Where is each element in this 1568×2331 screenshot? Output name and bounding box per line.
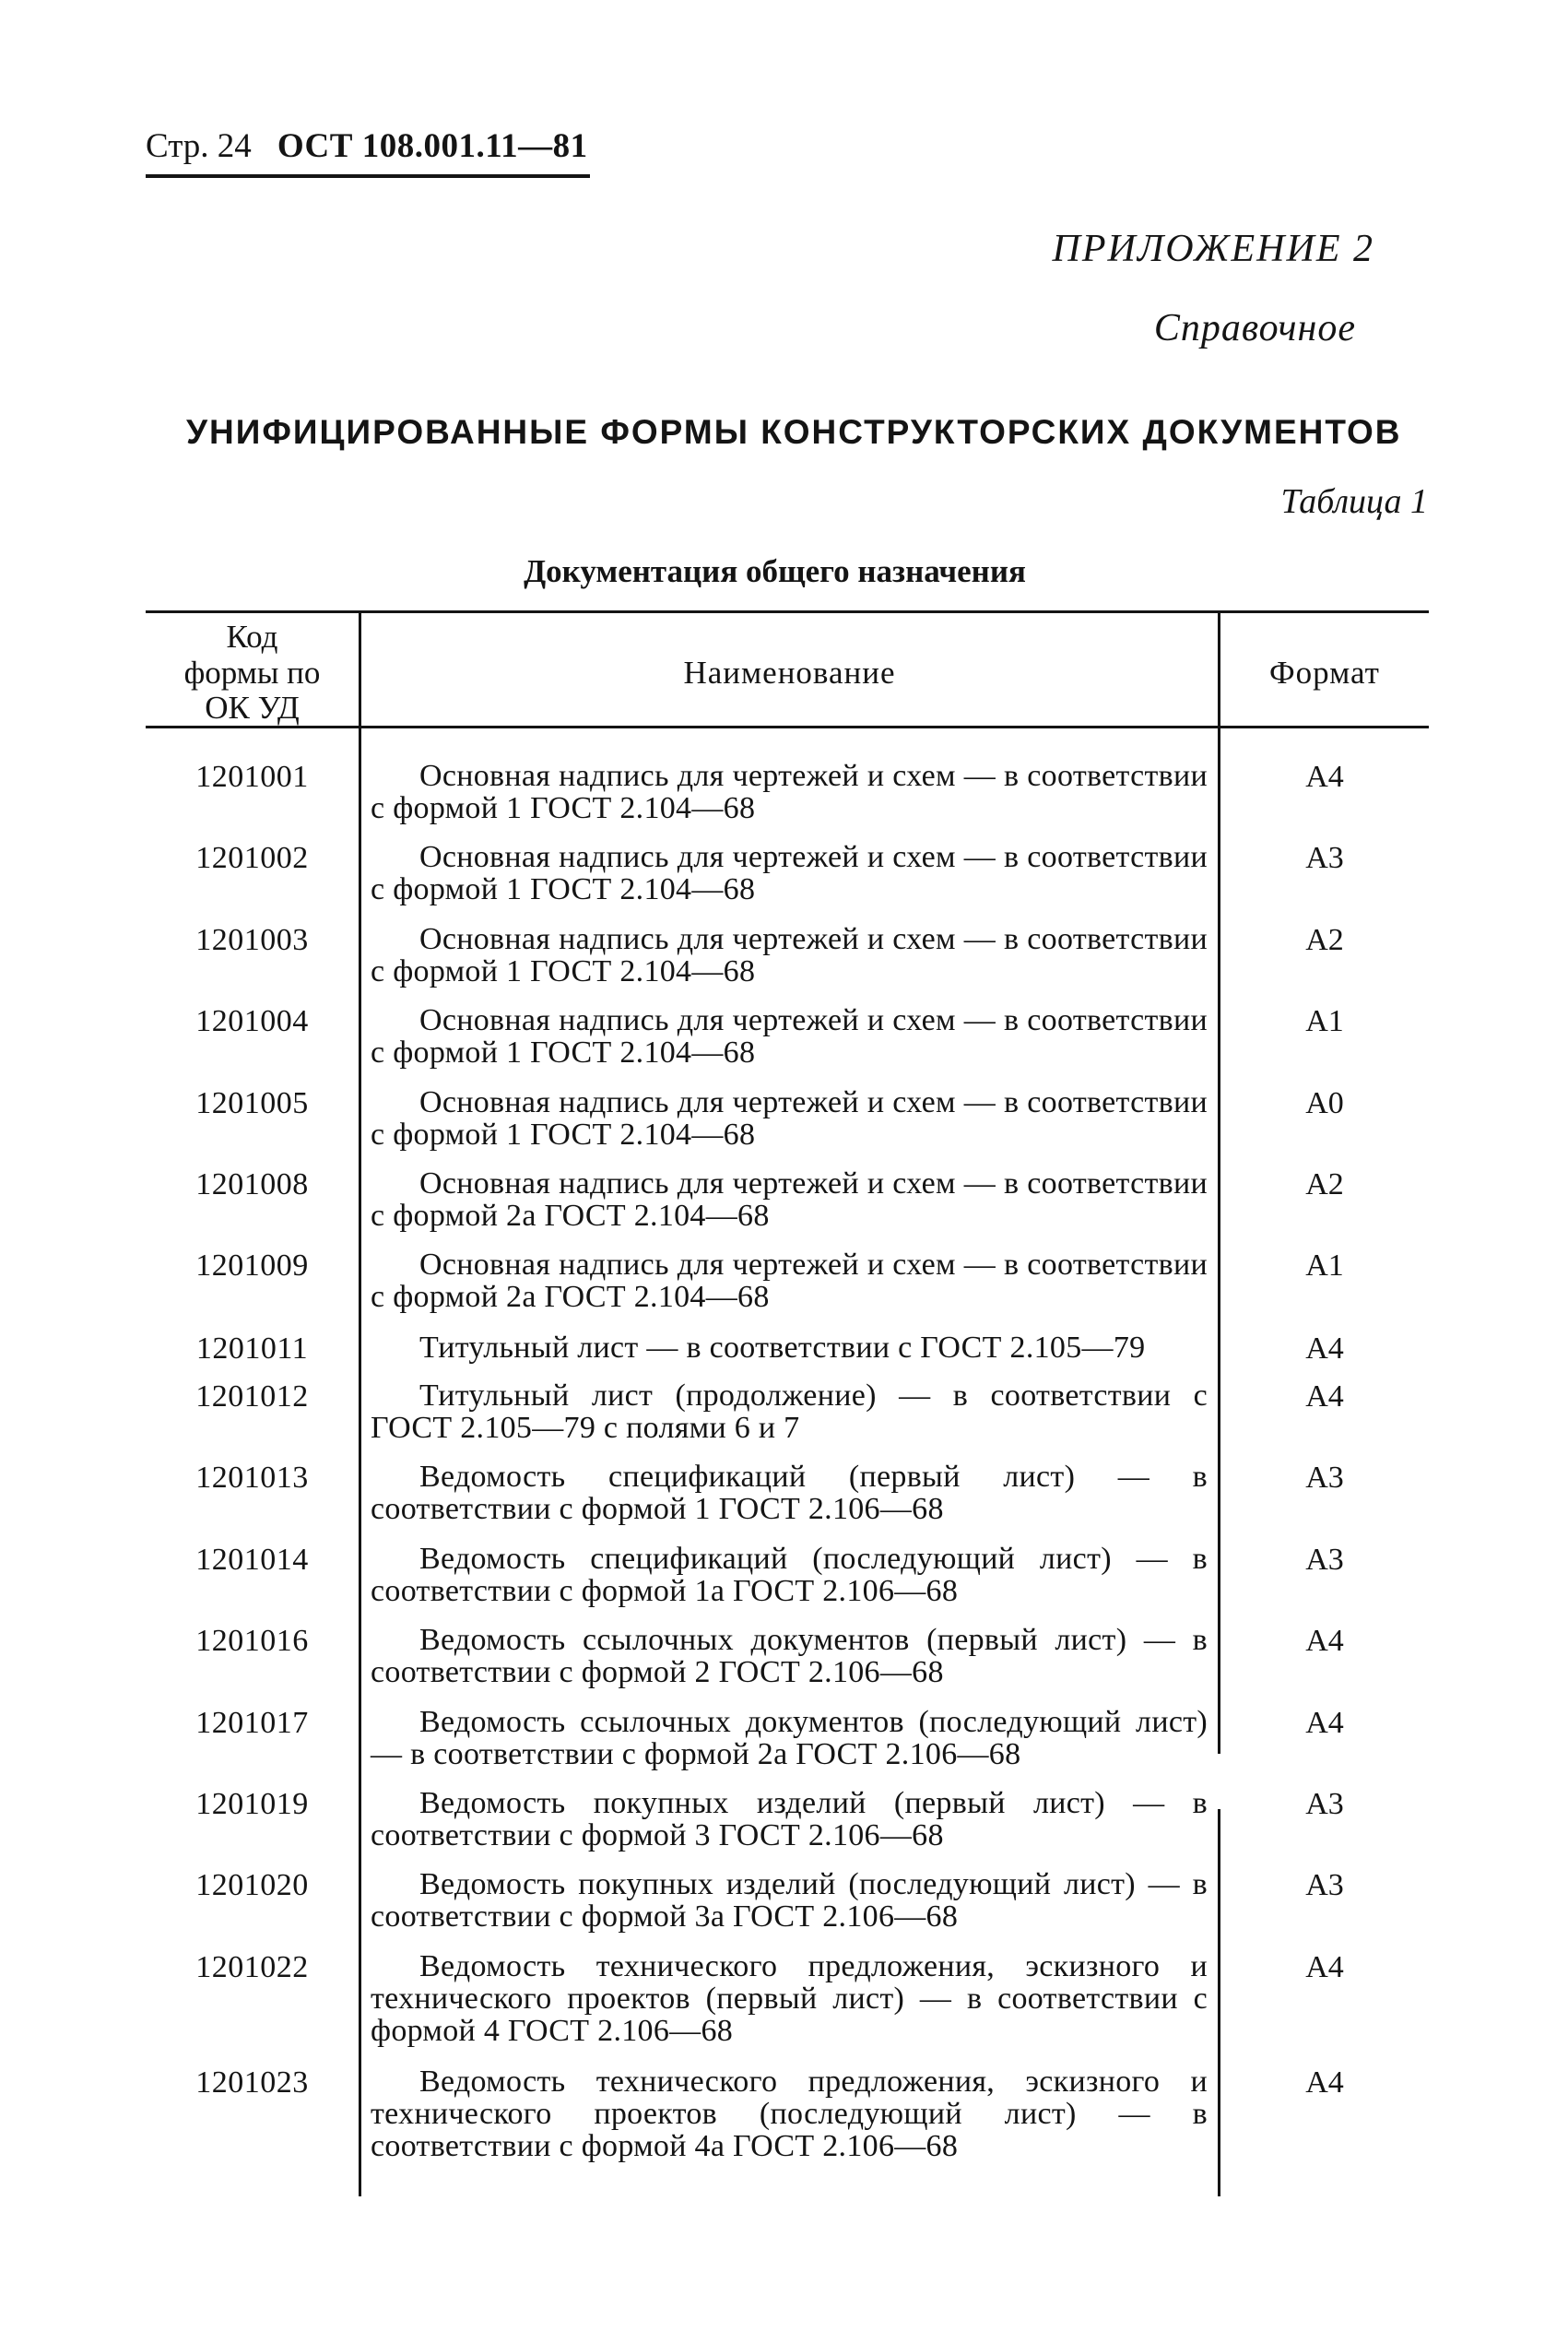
form-format: А4: [1305, 1624, 1344, 1658]
column-divider-format-lower: [1218, 1809, 1220, 2196]
appendix-label: ПРИЛОЖЕНИЕ 2: [1052, 228, 1374, 270]
page-number: Стр. 24: [146, 127, 252, 165]
form-code: 1201013: [195, 1461, 309, 1495]
form-name: Ведомость покупных изделий (первый лист) — в соответствии с формой 3 ГОСТ 2.106—68: [371, 1786, 1208, 1852]
appendix-status: Справочное: [1153, 307, 1356, 349]
page-header: [146, 129, 588, 163]
form-format: А4: [1305, 2065, 1344, 2100]
form-format: А4: [1305, 1379, 1344, 1414]
form-format: А3: [1305, 1543, 1344, 1577]
form-name: Ведомость покупных изделий (последующий лист) — в соответствии с формой 3а ГОСТ 2.106—68: [371, 1867, 1208, 1934]
form-code: 1201022: [195, 1950, 309, 1984]
form-name: Титульный лист — в соответствии с ГОСТ 2.105—79: [419, 1331, 1146, 1365]
form-format: А3: [1305, 1787, 1344, 1821]
form-name: Ведомость спецификаций (последующий лист) — в соответствии с формой 1а ГОСТ 2.106—68: [371, 1542, 1208, 1608]
column-header-code: [146, 619, 359, 727]
form-code: 1201001: [195, 760, 309, 794]
form-code: 1201019: [195, 1787, 309, 1821]
table-caption: [0, 553, 1568, 590]
form-code: 1201004: [195, 1004, 309, 1038]
form-format: А3: [1305, 841, 1344, 875]
form-format: А1: [1305, 1248, 1344, 1283]
table-number: Таблица 1: [1280, 482, 1428, 521]
form-code: 1201020: [195, 1868, 309, 1902]
form-name: Основная надпись для чертежей и схем — в соответствии с формой 1 ГОСТ 2.104—68: [371, 759, 1208, 825]
form-format: А4: [1305, 1706, 1344, 1740]
form-format: А3: [1305, 1868, 1344, 1902]
column-header-code-text: Код формы по ОК УД: [183, 619, 321, 727]
form-code: 1201002: [195, 841, 309, 875]
form-format: А4: [1305, 760, 1344, 794]
form-format: А0: [1305, 1086, 1344, 1120]
form-name: Титульный лист (продолжение) — в соответствии с ГОСТ 2.105—79 с полями 6 и 7: [371, 1378, 1208, 1445]
form-format: А1: [1305, 1004, 1344, 1038]
form-name: Основная надпись для чертежей и схем — в соответствии с формой 1 ГОСТ 2.104—68: [371, 922, 1208, 988]
form-name: Основная надпись для чертежей и схем — в соответствии с формой 2а ГОСТ 2.104—68: [371, 1248, 1208, 1314]
form-code: 1201016: [195, 1624, 309, 1658]
form-name: Ведомость спецификаций (первый лист) — в соответствии с формой 1 ГОСТ 2.106—68: [371, 1460, 1208, 1526]
form-name: Основная надпись для чертежей и схем — в соответствии с формой 1 ГОСТ 2.104—68: [371, 840, 1208, 906]
form-name: Ведомость ссылочных документов (последующий лист) — в соответствии с формой 2а ГОСТ 2.106—68: [371, 1705, 1208, 1771]
form-code: 1201008: [195, 1167, 309, 1201]
form-code: 1201003: [195, 923, 309, 957]
standard-code: ОСТ 108.001.11—81: [277, 127, 588, 165]
form-name: Ведомость технического предложения, эскизного и технического проектов (последующий лист) — в соответствии с формой 4а ГОСТ 2.106—68: [371, 2065, 1208, 2163]
column-divider-code: [359, 610, 361, 2196]
form-code: 1201009: [195, 1248, 309, 1283]
form-format: А2: [1305, 923, 1344, 957]
table-header-rule: [146, 726, 1429, 728]
form-name: Ведомость ссылочных документов (первый лист) — в соответствии с формой 2 ГОСТ 2.106—68: [371, 1623, 1208, 1689]
column-header-format: Формат: [1269, 654, 1380, 691]
form-name: Основная надпись для чертежей и схем — в соответствии с формой 2а ГОСТ 2.104—68: [371, 1166, 1208, 1233]
form-format: А4: [1305, 1331, 1344, 1366]
column-header-name: Наименование: [683, 654, 896, 691]
form-code: 1201014: [195, 1543, 309, 1577]
header-underline: [146, 174, 590, 178]
form-code: 1201005: [195, 1086, 309, 1120]
form-code: 1201023: [195, 2065, 309, 2100]
form-code: 1201012: [195, 1379, 309, 1414]
document-title: УНИФИЦИРОВАННЫЕ ФОРМЫ КОНСТРУКТОРСКИХ ДОКУМЕНТОВ: [186, 413, 1402, 451]
form-name: Ведомость технического предложения, эскизного и технического проектов (первый лист) — в соответствии с формой 4 ГОСТ 2.106—68: [371, 1949, 1208, 2048]
forms-table: [146, 610, 1429, 2196]
form-code: 1201011: [195, 1331, 309, 1366]
form-name: Основная надпись для чертежей и схем — в соответствии с формой 1 ГОСТ 2.104—68: [371, 1085, 1208, 1152]
form-name: Основная надпись для чертежей и схем — в соответствии с формой 1 ГОСТ 2.104—68: [371, 1003, 1208, 1070]
table-top-rule: [146, 610, 1429, 613]
table-caption-text: Документация общего назначения: [524, 553, 1026, 589]
form-code: 1201017: [195, 1706, 309, 1740]
form-format: А3: [1305, 1461, 1344, 1495]
form-format: А2: [1305, 1167, 1344, 1201]
form-format: А4: [1305, 1950, 1344, 1984]
